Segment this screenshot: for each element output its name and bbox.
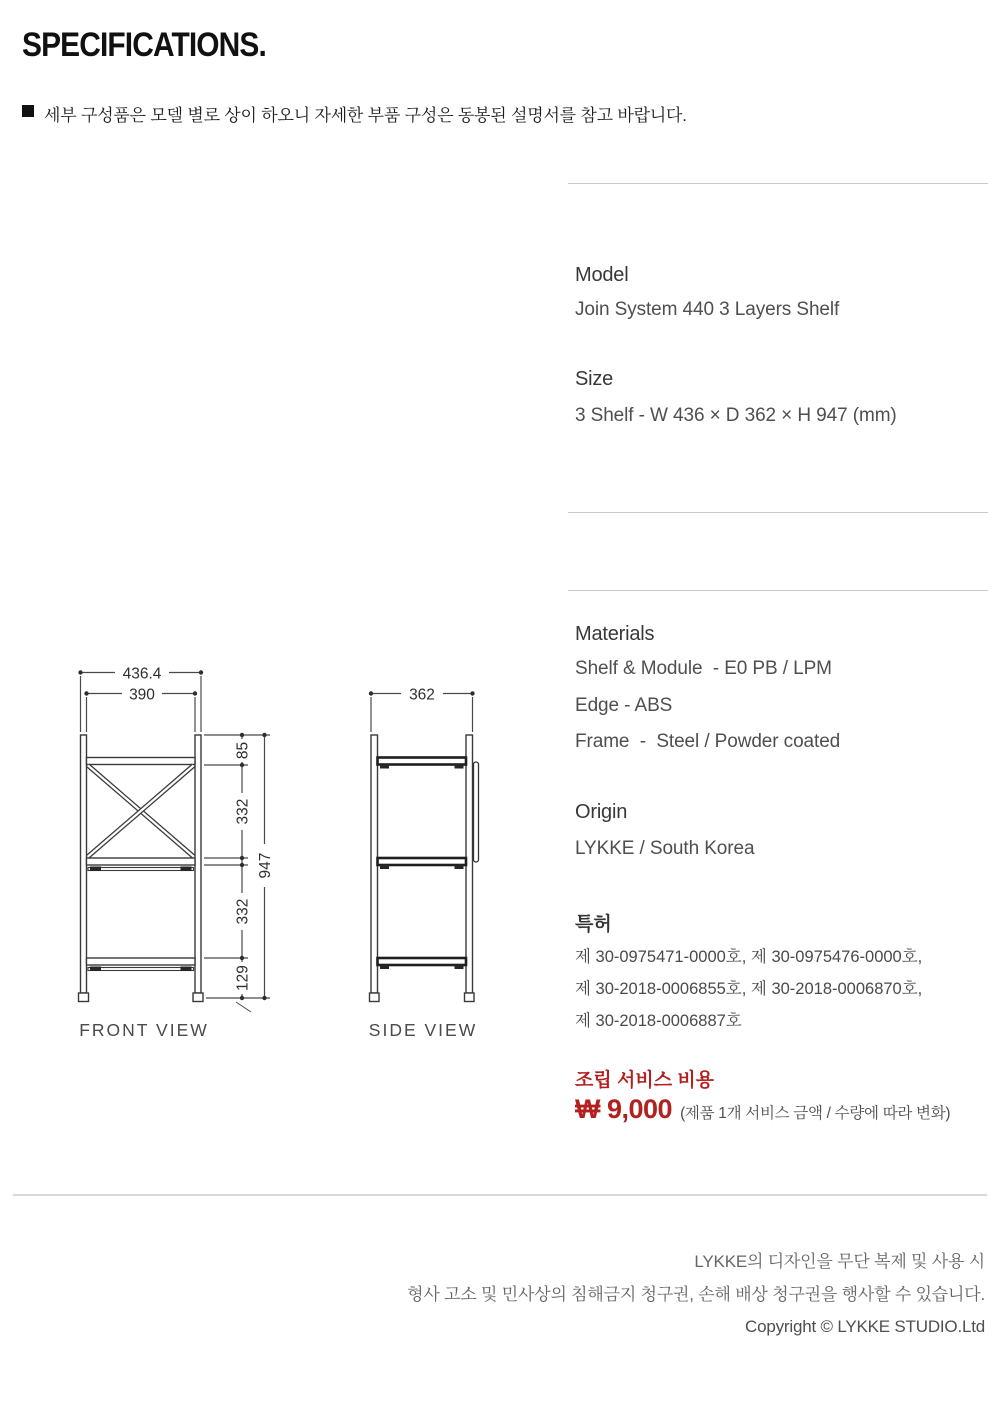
square-bullet-icon xyxy=(22,105,34,117)
assembly-fee-row xyxy=(575,1094,950,1125)
side-bottom-shelf xyxy=(378,958,467,965)
materials-line: Shelf & Module - E0 PB / LPM xyxy=(575,658,832,679)
materials-line: Edge - ABS xyxy=(575,695,673,716)
materials-line: Frame - Steel / Powder coated xyxy=(575,731,841,752)
front-right-foot xyxy=(193,993,203,1002)
model-value: Join System 440 3 Layers Shelf xyxy=(575,299,840,320)
divider-mid-2 xyxy=(568,590,988,591)
footer xyxy=(407,1246,985,1344)
side-back-brace xyxy=(474,762,479,862)
front-bottom-shelf xyxy=(87,958,196,965)
patent-heading: 특허 xyxy=(575,914,612,935)
divider-footer xyxy=(13,1194,987,1196)
footer-copyright: Copyright © LYKKE STUDIO.Ltd xyxy=(745,1317,985,1336)
note-text: 세부 구성품은 모델 별로 상이 하오니 자세한 부품 구성은 동봉된 설명서를 참고 바랍니다. xyxy=(44,106,687,125)
side-view xyxy=(369,684,479,1040)
front-left-foot xyxy=(79,993,89,1002)
materials-heading: Materials xyxy=(575,623,655,645)
front-middle-shelf xyxy=(87,858,196,865)
footer-line: LYKKE의 디자인을 무단 복제 및 사용 시 xyxy=(694,1252,985,1271)
origin-value: LYKKE / South Korea xyxy=(575,838,755,859)
front-view-label: FRONT VIEW xyxy=(79,1020,209,1040)
side-right-foot xyxy=(465,993,475,1002)
front-top-shelf xyxy=(87,758,196,765)
front-cross-brace xyxy=(88,766,194,857)
side-left-foot xyxy=(370,993,380,1002)
footer-line: 형사 고소 및 민사상의 침해금지 청구권, 손해 배상 청구권을 행사할 수 있습니다. xyxy=(407,1284,985,1304)
dim-front-seg-85: 85 xyxy=(234,741,252,760)
dim-front-inner-width: 390 xyxy=(129,686,155,704)
assembly-fee-note: (제품 1개 서비스 금액 / 수량에 따라 변화) xyxy=(680,1105,951,1122)
dim-front-seg-332-lower: 332 xyxy=(234,898,252,925)
divider-mid-1 xyxy=(568,512,988,513)
dim-front-total-947: 947 xyxy=(257,852,274,879)
front-right-leg xyxy=(195,735,201,993)
side-view-label: SIDE VIEW xyxy=(368,1020,478,1040)
drawing-svg xyxy=(30,640,550,1050)
assembly-fee-heading: 조립 서비스 비용 xyxy=(575,1070,715,1091)
technical-drawing xyxy=(30,640,550,1050)
model-heading: Model xyxy=(575,264,629,286)
front-view xyxy=(78,663,274,1040)
front-left-leg xyxy=(81,735,87,993)
patent-line: 제 30-0975471-0000호, 제 30-0975476-0000호, xyxy=(575,948,923,966)
side-middle-shelf xyxy=(378,858,467,865)
dim-front-outer-width: 436.4 xyxy=(122,665,162,683)
dim-front-seg-129: 129 xyxy=(234,965,252,991)
origin-heading: Origin xyxy=(575,801,628,823)
size-heading: Size xyxy=(575,368,614,390)
assembly-fee-price: ₩ 9,000 xyxy=(575,1094,673,1124)
dim-side-depth: 362 xyxy=(409,686,435,704)
size-value: 3 Shelf - W 436 × D 362 × H 947 (mm) xyxy=(575,405,897,426)
divider-top xyxy=(568,183,988,184)
patent-line: 제 30-2018-0006887호 xyxy=(575,1012,742,1030)
dim-front-seg-332-upper: 332 xyxy=(234,798,252,825)
side-top-shelf xyxy=(378,758,467,765)
patent-line: 제 30-2018-0006855호, 제 30-2018-0006870호, xyxy=(575,980,923,998)
page-title: SPECIFICATIONS. xyxy=(22,26,266,64)
note-row xyxy=(22,101,687,126)
